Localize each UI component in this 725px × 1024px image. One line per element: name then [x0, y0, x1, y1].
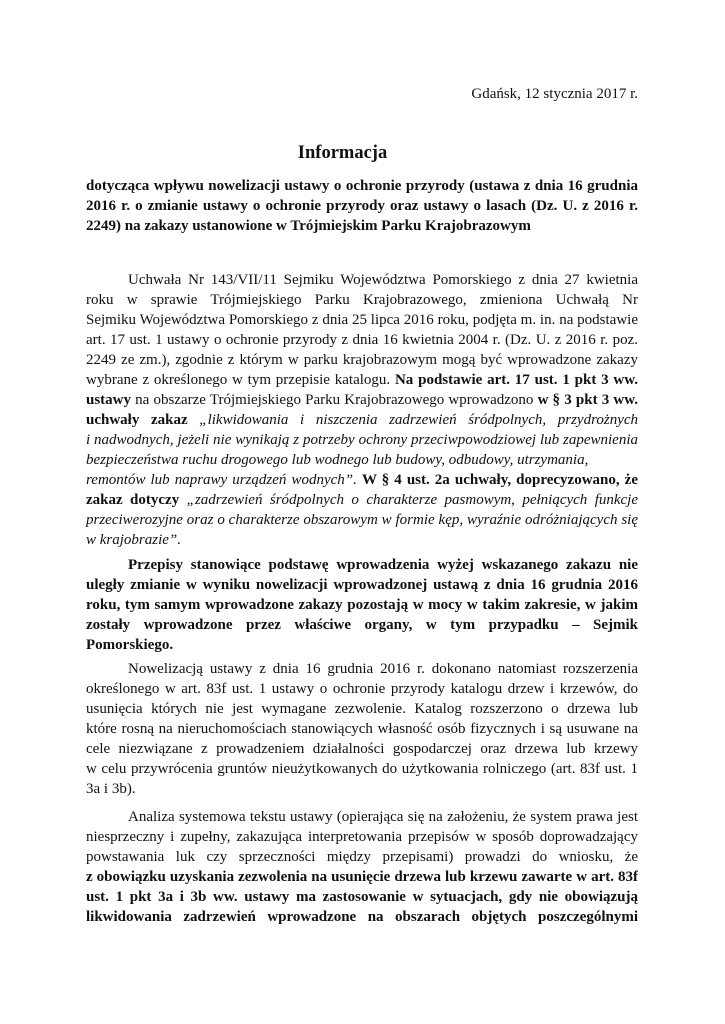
text-line: które rosną na nieruchomościach stanowiących własność osób fizycznych i są usuwane na: [86, 721, 638, 737]
text-line: roku w sprawie Trójmiejskiego Parku Krajobrazowego, zmieniona Uchwałą Nr: [86, 292, 638, 308]
bold-run: ust. 1 pkt 3a i 3b ww. ustawy ma zastosowanie w sytuacjach, gdy nie obowiązują: [86, 889, 638, 905]
text-line: określonego w art. 83f ust. 1 ustawy o ochronie przyrody katalogu drzew i krzewów, do: [86, 681, 638, 697]
text-line: 3a i 3b).: [86, 781, 136, 797]
bold-run: Na podstawie art. 17 ust. 1 pkt 3 ww.: [394, 372, 638, 388]
text-line: Sejmiku Województwa Pomorskiego z dnia 25 lipca 2016 roku, podjęta m. in. na podstawie: [86, 312, 638, 328]
text-line: usunięcia których nie jest wymagane zezwolenie. Katalog rozszerzono o drzewa lub: [86, 701, 638, 717]
text-line: [86, 907, 638, 927]
text-line: [86, 470, 638, 490]
italic-run: przeciwerozyjne oraz o charakterze obszarowym w formie kęp, wyraźnie odróżniających się: [86, 512, 638, 528]
text-line: Przepisy stanowiące podstawę wprowadzenia wyżej wskazanego zakazu nie: [128, 557, 638, 573]
paragraph-3: [86, 659, 638, 799]
text-line: [86, 530, 638, 550]
text-line: Pomorskiego.: [86, 637, 174, 653]
document-title: Informacja: [297, 143, 388, 163]
bold-run: w § 3 pkt 3 ww.: [537, 392, 638, 408]
text-line: [86, 510, 638, 530]
text-line: uległy zmianie w wyniku nowelizacji wprowadzonej ustawą z dnia 16 grudnia 2016: [86, 577, 638, 593]
text-line: [86, 430, 638, 450]
italic-run: bezpieczeństwa ruchu drogowego lub wodnego lub budowy, odbudowy, utrzymania,: [86, 452, 589, 468]
text-line: [86, 867, 638, 887]
bold-run: ustawy: [86, 392, 132, 408]
paragraph-4: [86, 807, 638, 927]
text-line: w celu przywrócenia gruntów nieużytkowanych do użytkowania rolniczego (art. 83f ust. 1: [86, 761, 638, 777]
italic-run: w krajobrazie”.: [86, 532, 182, 548]
text-line: [86, 370, 638, 390]
italic-run: „zadrzewień śródpolnych o charakterze pasmowym, pełniących funkcje: [179, 492, 638, 508]
subtitle-line: 2016 r. o zmianie ustawy o ochronie przyrody oraz ustawy o lasach (Dz. U. z 2016 r.: [86, 198, 638, 214]
text-line: [86, 450, 638, 470]
text-line: [86, 390, 638, 410]
subtitle-line: dotycząca wpływu nowelizacji ustawy o ochronie przyrody (ustawa z dnia 16 grudnia: [86, 178, 638, 194]
text-line: niesprzeczny i zupełny, zakazująca interpretowania przepisów w sposób doprowadzający: [86, 829, 638, 845]
text-line: [86, 847, 638, 867]
text-line: Nowelizacją ustawy z dnia 16 grudnia 2016 r. dokonano natomiast rozszerzenia: [128, 661, 638, 677]
bold-run: z obowiązku uzyskania zezwolenia na usunięcie drzewa lub krzewu zawarte w art. 83f: [86, 869, 638, 885]
text-line: [86, 887, 638, 907]
document-subtitle: [86, 176, 638, 236]
paragraph-2: [86, 555, 638, 655]
document-date: Gdańsk, 12 stycznia 2017 r.: [471, 86, 638, 102]
paragraph-1: [86, 270, 638, 550]
text-line: art. 17 ust. 1 ustawy o ochronie przyrody z dnia 16 kwietnia 2004 r. (Dz. U. z 2016 r. poz.: [86, 332, 638, 348]
text-line: cele niezwiązane z prowadzeniem działalności gospodarczej oraz drzewa lub krzewy: [86, 741, 638, 757]
text-line: Analiza systemowa tekstu ustawy (opierająca się na założeniu, że system prawa jest: [128, 809, 638, 825]
text-run: wybrane z określonego w tym przepisie katalogu.: [86, 372, 395, 388]
text-line: [86, 490, 638, 510]
bold-run: uchwały zakaz: [86, 412, 188, 428]
italic-run: remontów lub naprawy urządzeń wodnych”.: [86, 472, 362, 488]
text-line: 2249 ze zm.), zgodnie z którym w parku krajobrazowym mogą być wprowadzone zakazy: [86, 352, 638, 368]
italic-run: „likwidowania i niszczenia zadrzewień śródpolnych, przydrożnych: [187, 412, 638, 428]
bold-run: likwidowania zadrzewień wprowadzone na obszarach objętych poszczególnymi: [86, 909, 638, 925]
text-line: zostały wprowadzone przez właściwe organy, w tym przypadku – Sejmik: [86, 617, 638, 633]
subtitle-line: 2249) na zakazy ustanowione w Trójmiejskim Parku Krajobrazowym: [86, 218, 531, 234]
bold-run: zakaz dotyczy: [86, 492, 180, 508]
italic-run: i nadwodnych, jeżeli nie wynikają z potrzeby ochrony przeciwpowodziowej lub zapewnienia: [86, 432, 638, 448]
text-run: powstawania luk czy sprzeczności między przepisami) prowadzi do wniosku, że: [86, 849, 638, 865]
text-line: [86, 410, 638, 430]
bold-run: W § 4 ust. 2a uchwały, doprecyzowano, że: [361, 472, 638, 488]
text-line: Uchwała Nr 143/VII/11 Sejmiku Województwa Pomorskiego z dnia 27 kwietnia: [128, 272, 638, 288]
text-line: roku, tym samym wprowadzone zakazy pozostają w mocy w takim zakresie, w jakim: [86, 597, 638, 613]
text-run: na obszarze Trójmiejskiego Parku Krajobrazowego wprowadzono: [131, 392, 538, 408]
